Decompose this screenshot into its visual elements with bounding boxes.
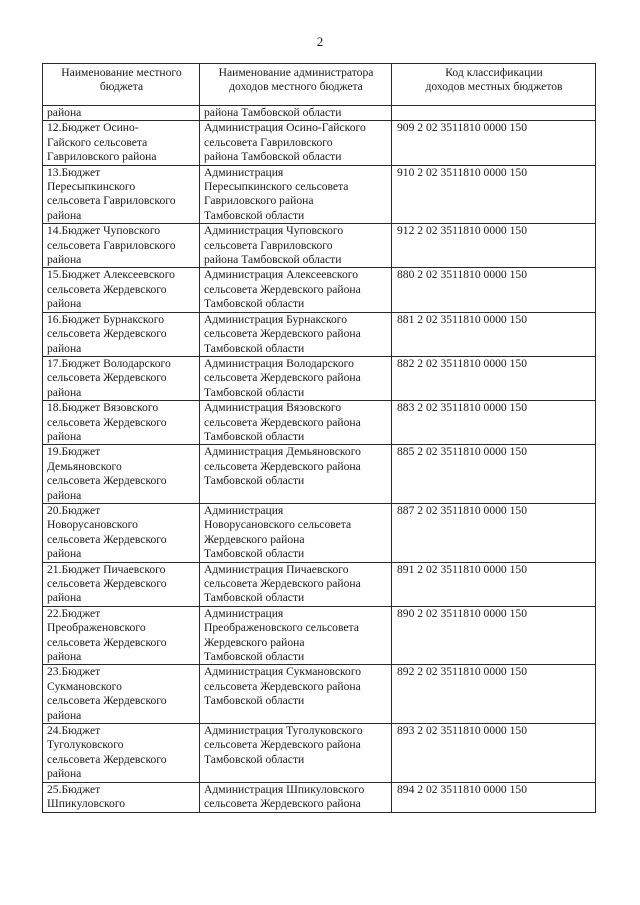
cell-classification-code: 893 2 02 3511810 0000 150 (392, 724, 596, 783)
cell-administrator-name: Администрация Пересыпкинского сельсовета Гавриловского района Тамбовской области (200, 165, 392, 224)
cell-administrator-name: Администрация Чуповского сельсовета Гавриловского района Тамбовской области (200, 224, 392, 268)
cell-classification-code: 883 2 02 3511810 0000 150 (392, 401, 596, 445)
table-row (43, 356, 596, 400)
cell-classification-code: 880 2 02 3511810 0000 150 (392, 268, 596, 312)
cell-administrator-name: Администрация Вязовского сельсовета Жердевского района Тамбовской области (200, 401, 392, 445)
table-row (43, 665, 596, 724)
cell-classification-code: 882 2 02 3511810 0000 150 (392, 356, 596, 400)
table-row (43, 503, 596, 562)
cell-budget-name: 17.Бюджет Володарского сельсовета Жердевского района (43, 356, 200, 400)
cell-classification-code: 912 2 02 3511810 0000 150 (392, 224, 596, 268)
cell-budget-name: 21.Бюджет Пичаевского сельсовета Жердевского района (43, 562, 200, 606)
cell-budget-name: 18.Бюджет Вязовского сельсовета Жердевского района (43, 401, 200, 445)
cell-classification-code: 890 2 02 3511810 0000 150 (392, 606, 596, 665)
cell-budget-name: 16.Бюджет Бурнакского сельсовета Жердевского района (43, 312, 200, 356)
cell-administrator-name: района Тамбовской области (200, 106, 392, 121)
cell-administrator-name: Администрация Преображеновского сельсовета Жердевского района Тамбовской области (200, 606, 392, 665)
table-row (43, 165, 596, 224)
cell-budget-name: 24.Бюджет Туголуковского сельсовета Жердевского района (43, 724, 200, 783)
cell-administrator-name: Администрация Пичаевского сельсовета Жердевского района Тамбовской области (200, 562, 392, 606)
cell-administrator-name: Администрация Бурнакского сельсовета Жердевского района Тамбовской области (200, 312, 392, 356)
table-row (43, 224, 596, 268)
cell-classification-code: 892 2 02 3511810 0000 150 (392, 665, 596, 724)
table-row (43, 401, 596, 445)
table-row (43, 268, 596, 312)
table-body (43, 106, 596, 813)
cell-budget-name: 15.Бюджет Алексеевского сельсовета Жердевского района (43, 268, 200, 312)
table-row (43, 606, 596, 665)
cell-budget-name: 23.Бюджет Сукмановского сельсовета Жердевского района (43, 665, 200, 724)
cell-administrator-name: Администрация Туголуковского сельсовета Жердевского района Тамбовской области (200, 724, 392, 783)
table-row (43, 312, 596, 356)
table-row (43, 724, 596, 783)
cell-budget-name: 25.Бюджет Шпикуловского (43, 782, 200, 812)
table-row (43, 121, 596, 165)
cell-administrator-name: Администрация Демьяновского сельсовета Жердевского района Тамбовской области (200, 445, 392, 504)
cell-classification-code: 910 2 02 3511810 0000 150 (392, 165, 596, 224)
cell-classification-code (392, 106, 596, 121)
header-budget-name: Наименование местного бюджета (43, 64, 200, 106)
table-row (43, 782, 596, 812)
cell-classification-code: 881 2 02 3511810 0000 150 (392, 312, 596, 356)
cell-budget-name: 13.Бюджет Пересыпкинского сельсовета Гавриловского района (43, 165, 200, 224)
cell-budget-name: 19.Бюджет Демьяновского сельсовета Жердевского района (43, 445, 200, 504)
cell-budget-name: 14.Бюджет Чуповского сельсовета Гавриловского района (43, 224, 200, 268)
cell-classification-code: 887 2 02 3511810 0000 150 (392, 503, 596, 562)
table-row (43, 445, 596, 504)
table-row (43, 562, 596, 606)
cell-budget-name: 20.Бюджет Новорусановского сельсовета Жердевского района (43, 503, 200, 562)
cell-classification-code: 885 2 02 3511810 0000 150 (392, 445, 596, 504)
cell-classification-code: 909 2 02 3511810 0000 150 (392, 121, 596, 165)
cell-budget-name: 22.Бюджет Преображеновского сельсовета Жердевского района (43, 606, 200, 665)
cell-classification-code: 894 2 02 3511810 0000 150 (392, 782, 596, 812)
table-header-row (43, 64, 596, 106)
cell-budget-name: 12.Бюджет Осино- Гайского сельсовета Гавриловского района (43, 121, 200, 165)
cell-administrator-name: Администрация Алексеевского сельсовета Жердевского района Тамбовской области (200, 268, 392, 312)
cell-administrator-name: Администрация Сукмановского сельсовета Жердевского района Тамбовской области (200, 665, 392, 724)
cell-administrator-name: Администрация Шпикуловского сельсовета Жердевского района (200, 782, 392, 812)
header-administrator-name: Наименование администратора доходов местного бюджета (200, 64, 392, 106)
table-row (43, 106, 596, 121)
cell-administrator-name: Администрация Новорусановского сельсовета Жердевского района Тамбовской области (200, 503, 392, 562)
cell-administrator-name: Администрация Осино-Гайского сельсовета Гавриловского района Тамбовской области (200, 121, 392, 165)
cell-budget-name: района (43, 106, 200, 121)
cell-classification-code: 891 2 02 3511810 0000 150 (392, 562, 596, 606)
header-classification-code: Код классификации доходов местных бюджетов (392, 64, 596, 106)
cell-administrator-name: Администрация Володарского сельсовета Жердевского района Тамбовской области (200, 356, 392, 400)
page-number: 2 (316, 34, 324, 49)
budget-table (42, 63, 596, 813)
